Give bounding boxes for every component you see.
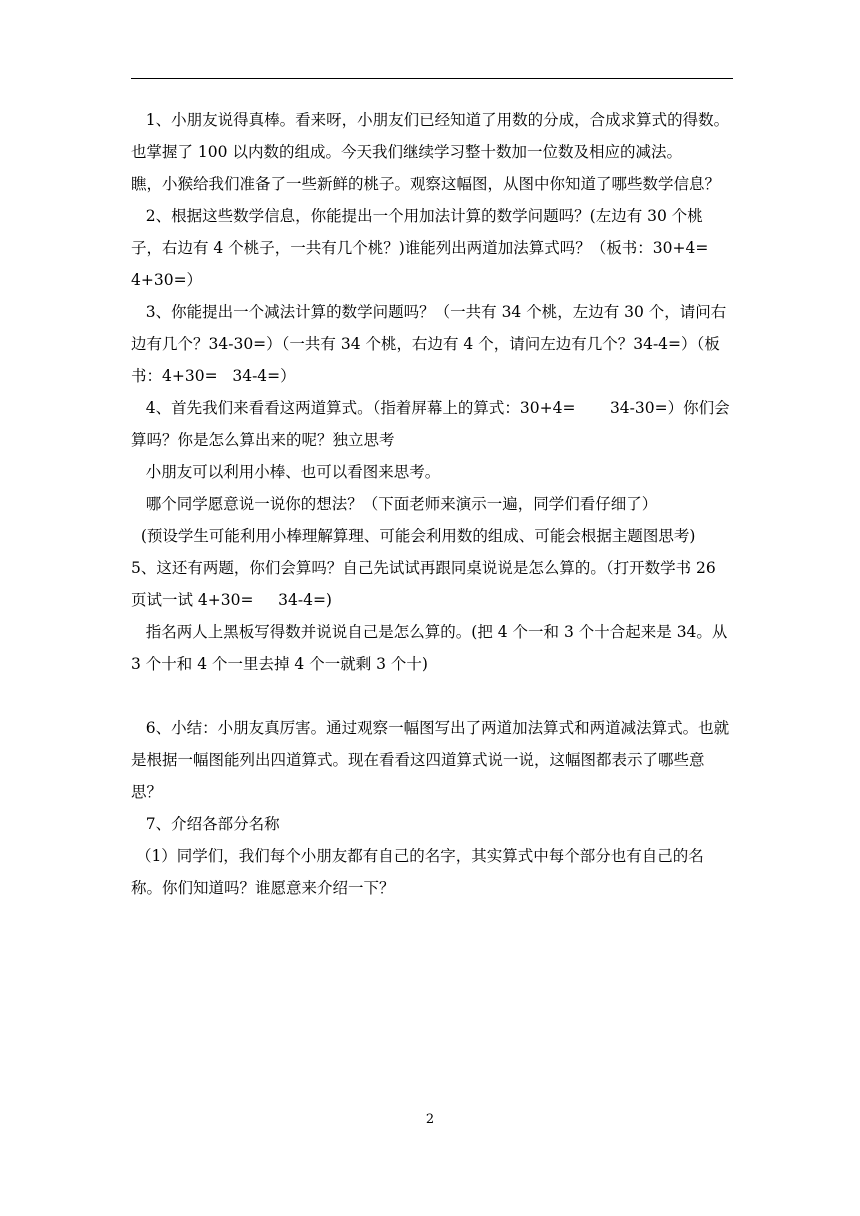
- paragraph-8: (预设学生可能利用小棒理解算理、可能会利用数的组成、可能会根据主题图思考): [131, 527, 696, 545]
- page-number: 2: [425, 1112, 435, 1127]
- paragraph-13: （1）同学们，我们每个小朋友都有自己的名字，其实算式中每个部分也有自己的名称。你们知道吗？谁愿意来介绍一下？: [131, 847, 704, 897]
- paragraph-11: 6、小结：小朋友真厉害。通过观察一幅图写出了两道加法算式和两道减法算式。也就是根据一幅图能列出四道算式。现在看看这四道算式说一说，这幅图都表示了哪些意思？: [131, 719, 730, 801]
- blank-line: [131, 680, 733, 712]
- paragraph-5: 4、首先我们来看看这两道算式。（指着屏幕上的算式：30+4= 34-30=）你们会算吗？你是怎么算出来的呢？独立思考: [131, 399, 730, 449]
- document-body: [131, 104, 733, 904]
- header-rule: [131, 78, 733, 79]
- paragraph-1: 1、小朋友说得真棒。看来呀，小朋友们已经知道了用数的分成，合成求算式的得数。也掌握了 100 以内数的组成。今天我们继续学习整十数加一位数及相应的减法。: [131, 111, 730, 161]
- paragraph-3: 2、根据这些数学信息，你能提出一个用加法计算的数学问题吗？(左边有 30 个桃子，右边有 4 个桃子，一共有几个桃？)谁能列出两道加法算式吗？（板书：30+4= 4+30=）: [131, 207, 733, 289]
- paragraph-12: 7、介绍各部分名称: [131, 815, 280, 833]
- paragraph-2: 瞧，小猴给我们准备了一些新鲜的桃子。观察这幅图，从图中你知道了哪些数学信息？: [131, 175, 721, 193]
- paragraph-4: 3、你能提出一个减法计算的数学问题吗？（一共有 34 个桃，左边有 30 个，请问右边有几个？34-30=）（一共有 34 个桃，右边有 4 个，请问左边有几个？34-4=）（板书：4+30= 34-4=）: [131, 303, 727, 385]
- paragraph-9: 5、这还有两题，你们会算吗？自己先试试再跟同桌说说是怎么算的。（打开数学书 26 页试一试 4+30= 34-4=): [131, 559, 721, 609]
- paragraph-7: 哪个同学愿意说一说你的想法？（下面老师来演示一遍，同学们看仔细了）: [131, 495, 658, 513]
- paragraph-10: 指名两人上黑板写得数并说说自己是怎么算的。(把 4 个一和 3 个十合起来是 34。从 3 个十和 4 个一里去掉 4 个一就剩 3 个十): [131, 623, 733, 673]
- paragraph-6: 小朋友可以利用小棒、也可以看图来思考。: [131, 463, 441, 481]
